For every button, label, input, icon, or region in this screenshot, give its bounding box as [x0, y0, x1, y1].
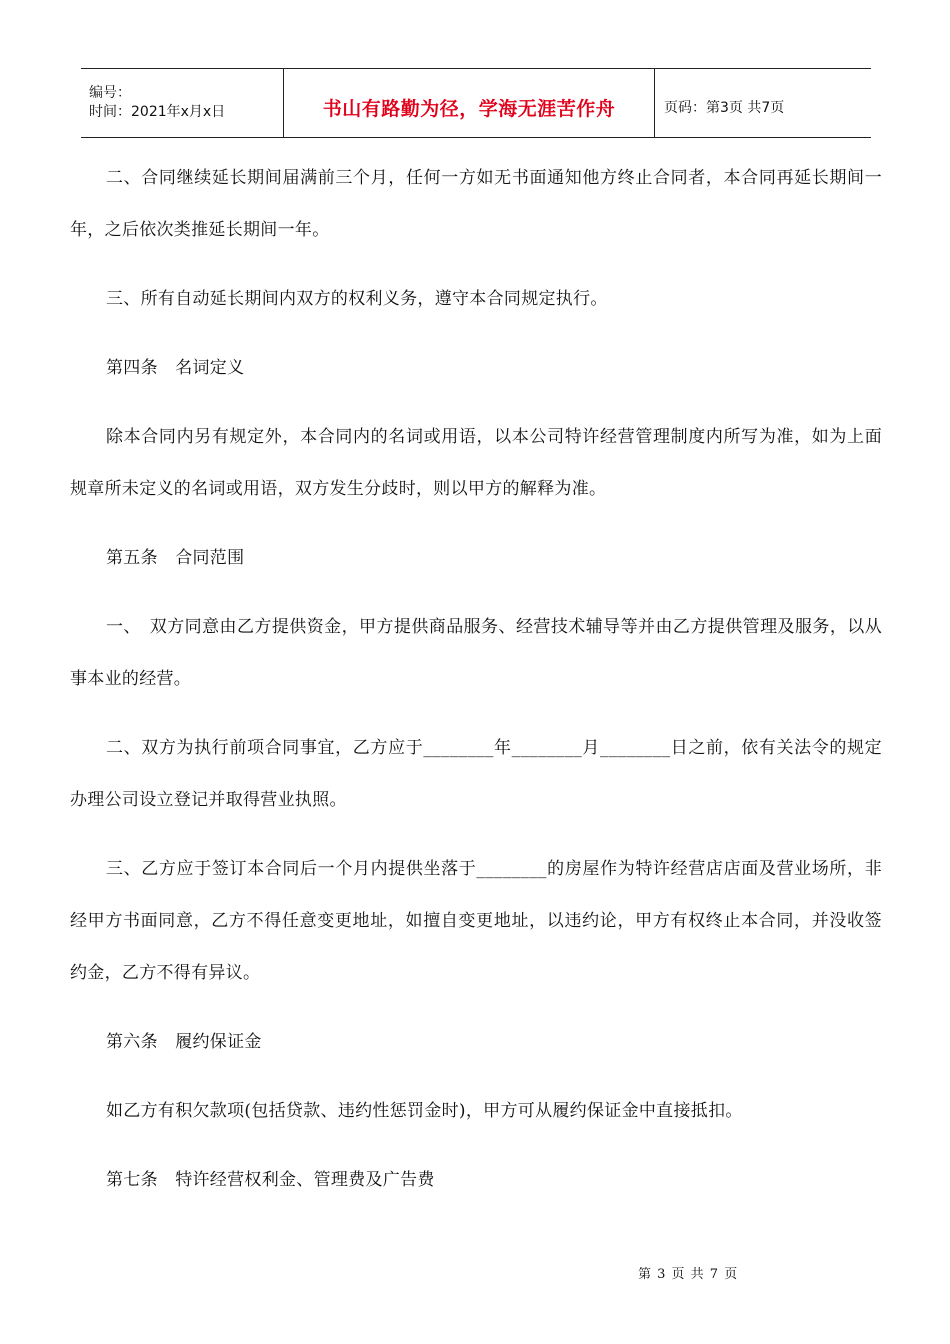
paragraph: 除本合同内另有规定外，本合同内的名词或用语，以本公司特许经营管理制度内所写为准，如为上面规章所未定义的名词或用语，双方发生分歧时，则以甲方的解释为准。 [70, 427, 882, 499]
number-label: 编号： [89, 85, 131, 101]
paragraph: 三、乙方应于签订本合同后一个月内提供坐落于________的房屋作为特许经营店店面及营业场所，非经甲方书面同意，乙方不得任意变更地址，如擅自变更地址，以违约论，甲方有权终止本合同，并没收签约金，乙方不得有异议。 [70, 859, 882, 983]
paragraph: 二、双方为执行前项合同事宜，乙方应于________年________月________日之前，依有关法令的规定办理公司设立登记并取得营业执照。 [70, 738, 882, 810]
section-heading: 第六条 履约保证金 [106, 1032, 262, 1052]
date-label: 时间：2021年x月x日 [89, 104, 226, 120]
paragraph: 如乙方有积欠款项(包括贷款、违约性惩罚金时)，甲方可从履约保证金中直接抵扣。 [106, 1101, 743, 1121]
page-info-text: 页码：第3页 共7页 [664, 100, 785, 116]
header-motto-cell [283, 69, 655, 137]
header-page-info [655, 73, 871, 141]
paragraph: 一、 双方同意由乙方提供资金，甲方提供商品服务、经营技术辅导等并由乙方提供管理及服务，以从事本业的经营。 [70, 617, 882, 689]
motto-text: 书山有路勤为径，学海无涯苦作舟 [322, 97, 616, 120]
document-header [81, 68, 871, 138]
section-heading: 第四条 名词定义 [106, 358, 245, 378]
page-footer: 第 3 页 共 7 页 [638, 1267, 739, 1282]
header-meta [81, 69, 283, 137]
paragraph: 三、所有自动延长期间内双方的权利义务，遵守本合同规定执行。 [106, 289, 608, 309]
section-heading: 第五条 合同范围 [106, 548, 245, 568]
paragraph: 二、合同继续延长期间届满前三个月，任何一方如无书面通知他方终止合同者，本合同再延长期间一年，之后依次类推延长期间一年。 [70, 168, 882, 240]
document-body [70, 152, 882, 1223]
section-heading: 第七条 特许经营权利金、管理费及广告费 [106, 1170, 435, 1190]
